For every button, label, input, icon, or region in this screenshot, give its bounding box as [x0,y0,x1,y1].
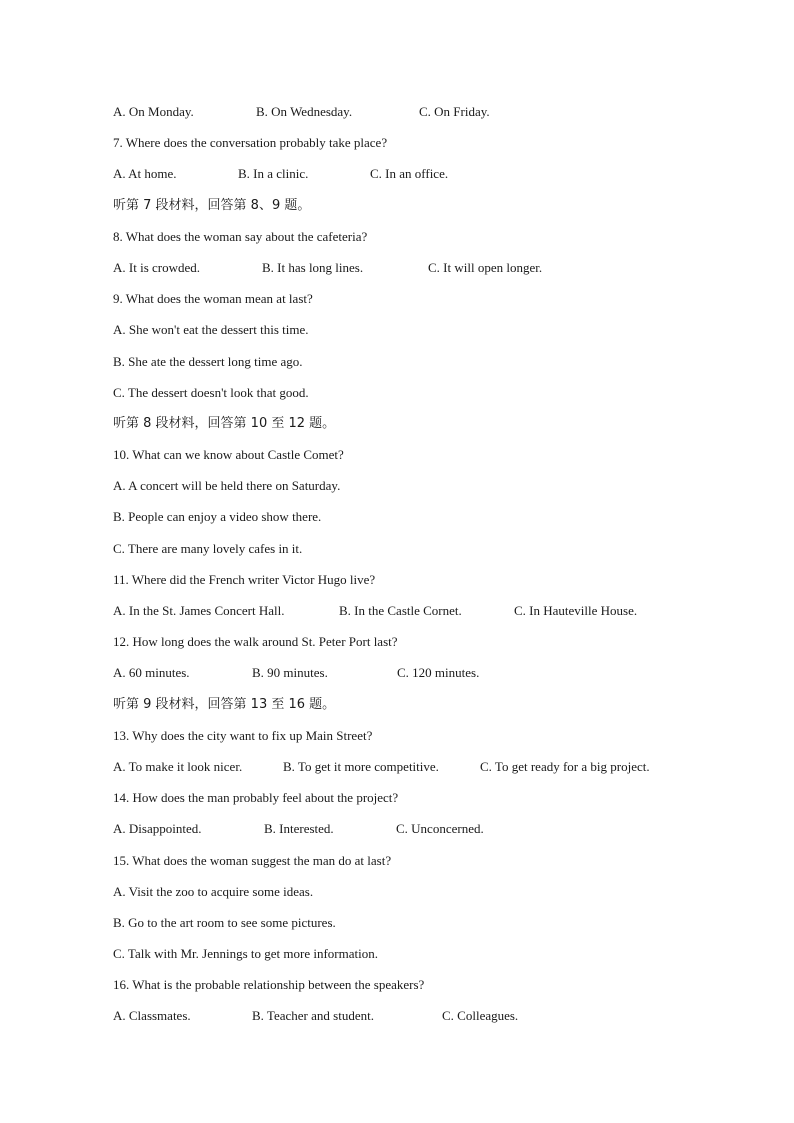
option-a: A. Classmates. [113,1008,191,1024]
option-a: A. 60 minutes. [113,665,190,681]
document-page [113,104,733,1040]
options-row [113,166,733,197]
option-b: B. It has long lines. [262,259,364,275]
option-b: B. Teacher and student. [252,1008,374,1024]
question-8: 8. What does the woman say about the cafeteria? [113,228,368,244]
question-16: 16. What is the probable relationship between the speakers? [113,977,425,993]
option-a: A. Visit the zoo to acquire some ideas. [113,883,314,899]
question-7: 7. Where does the conversation probably take place? [113,135,388,151]
question-9: 9. What does the woman mean at last? [113,291,313,307]
option-c: C. In an office. [370,166,449,182]
section-heading: 听第 8 段材料，回答第 10 至 12 题。 [113,415,336,431]
option-b: B. She ate the dessert long time ago. [113,353,303,369]
option-b: B. Go to the art room to see some pictures. [113,914,336,930]
option-c: C. To get ready for a big project. [480,758,650,774]
options-row [113,104,733,135]
options-row [113,759,733,790]
option-a: A. In the St. James Concert Hall. [113,603,285,618]
option-a: A. Disappointed. [113,821,202,837]
option-a: A. On Monday. [113,104,194,119]
option-c: C. The dessert doesn't look that good. [113,384,309,400]
option-a: A. It is crowded. [113,259,201,275]
option-b: B. On Wednesday. [256,104,353,119]
option-b: B. In the Castle Cornet. [339,603,462,618]
section-heading: 听第 7 段材料，回答第 8、9 题。 [113,197,311,213]
option-b: B. To get it more competitive. [283,758,439,774]
option-b: B. Interested. [264,821,334,837]
option-b: B. People can enjoy a video show there. [113,509,322,525]
question-14: 14. How does the man probably feel about the project? [113,790,399,806]
options-row [113,665,733,696]
option-c: C. It will open longer. [428,259,543,275]
option-c: C. 120 minutes. [397,665,480,681]
option-c: C. In Hauteville House. [514,603,638,618]
section-heading: 听第 9 段材料，回答第 13 至 16 题。 [113,696,336,712]
option-a: A. At home. [113,166,177,182]
options-row [113,821,733,852]
option-c: C. Unconcerned. [396,821,484,837]
option-a: A. A concert will be held there on Saturday. [113,478,341,494]
option-c: C. There are many lovely cafes in it. [113,540,303,556]
options-row [113,260,733,291]
question-15: 15. What does the woman suggest the man do at last? [113,852,392,868]
options-row [113,1008,733,1039]
options-row [113,603,733,634]
option-c: C. Talk with Mr. Jennings to get more information. [113,946,378,962]
option-c: C. Colleagues. [442,1008,519,1024]
question-13: 13. Why does the city want to fix up Main Street? [113,727,373,743]
question-11: 11. Where did the French writer Victor Hugo live? [113,571,376,587]
option-c: C. On Friday. [419,104,490,119]
option-b: B. In a clinic. [238,166,309,182]
question-10: 10. What can we know about Castle Comet? [113,447,344,463]
option-b: B. 90 minutes. [252,665,328,681]
option-a: A. She won't eat the dessert this time. [113,322,309,338]
option-a: A. To make it look nicer. [113,758,243,774]
question-12: 12. How long does the walk around St. Peter Port last? [113,634,398,650]
